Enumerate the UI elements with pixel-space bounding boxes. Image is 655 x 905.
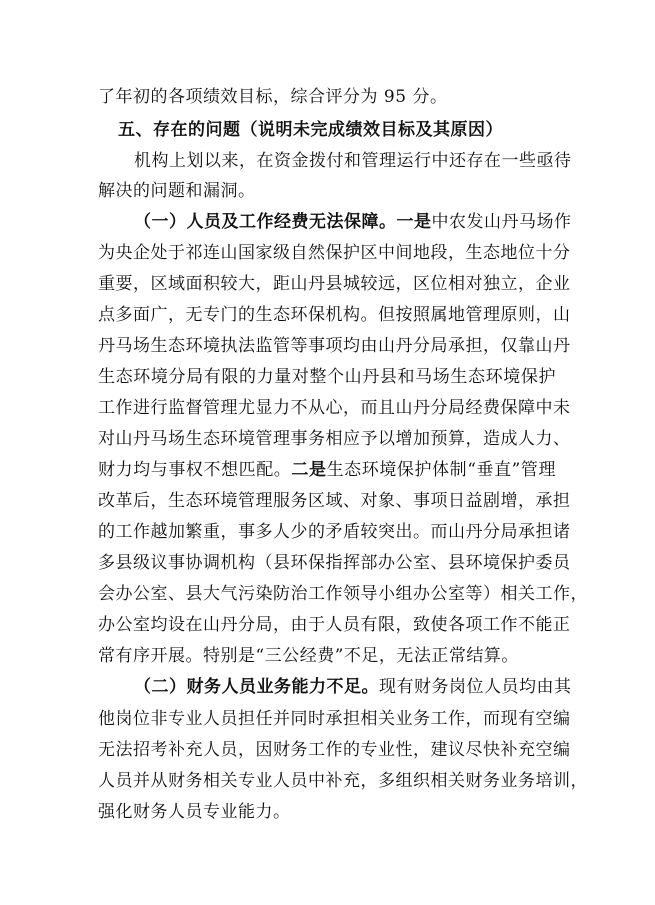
paragraph-line: 丹马场生态环境执法监管等事项均由山丹分局承担，仅靠山丹 <box>98 336 571 356</box>
paragraph-line: 重要，区域面积较大，距山丹县城较远，区位相对独立，企业 <box>98 274 571 294</box>
paragraph-line: 无法招考补充人员，因财务工作的专业性，建议尽快补充空编 <box>98 740 571 760</box>
paragraph-line: 工作进行监督管理尤显力不从心，而且山丹分局经费保障中未 <box>98 398 571 418</box>
paragraph-line: 人员并从财务相关专业人员中补充，多组织相关财务业务培训， <box>98 771 588 791</box>
section-heading: 五、存在的问题（说明未完成绩效目标及其原因） <box>118 120 503 140</box>
paragraph-line: 办公室均设在山丹分局，由于人员有限，致使各项工作不能正 <box>98 615 571 635</box>
paragraph-line: 多县级议事协调机构（县环保指挥部办公室、县环境保护委员 <box>98 553 571 573</box>
paragraph-text: 现有财务岗位人员均由其 <box>379 677 572 697</box>
paragraph-line: 改革后，生态环境管理服务区域、对象、事项日益剧增，承担 <box>98 491 571 511</box>
subheading-line <box>134 675 572 699</box>
paragraph-line: 他岗位非专业人员担任并同时承担相关业务工作，而现有空编 <box>98 709 571 729</box>
paragraph-line: 机构上划以来，在资金拨付和管理运行中还存在一些亟待 <box>134 151 572 171</box>
paragraph-line: 为央企处于祁连山国家级自然保护区中间地段，生态地位十分 <box>98 243 571 263</box>
paragraph-line: 了年初的各项绩效目标，综合评分为 95 分。 <box>98 87 448 107</box>
paragraph-line <box>98 458 556 482</box>
subheading-line <box>134 210 572 234</box>
paragraph-line: 解决的问题和漏洞。 <box>98 181 256 201</box>
paragraph-line: 的工作越加繁重，事多人少的矛盾较突出。而山丹分局承担诸 <box>98 522 571 542</box>
paragraph-text: 中农发山丹马场作 <box>431 212 572 232</box>
paragraph-line: 常有序开展。特别是“三公经费”不足，无法正常结算。 <box>98 646 519 666</box>
paragraph-text: 生态环境保护体制“垂直”管理 <box>326 460 557 480</box>
paragraph-line: 点多面广，无专门的生态环保机构。但按照属地管理原则，山 <box>98 305 571 325</box>
paragraph-line: 对山丹马场生态环境管理事务相应予以增加预算，造成人力、 <box>98 429 571 449</box>
subheading-bold: （一）人员及工作经费无法保障。一是 <box>134 212 432 232</box>
paragraph-line: 会办公室、县大气污染防治工作领导小组办公室等）相关工作， <box>98 584 588 604</box>
paragraph-line: 强化财务人员专业能力。 <box>98 802 291 822</box>
subheading-bold: （二）财务人员业务能力不足。 <box>134 677 379 697</box>
paragraph-line: 生态环境分局有限的力量对整个山丹县和马场生态环境保护 <box>98 367 556 387</box>
paragraph-text: 财力均与事权不想匹配。 <box>98 460 292 480</box>
emphasis-bold: 二是 <box>291 460 327 480</box>
